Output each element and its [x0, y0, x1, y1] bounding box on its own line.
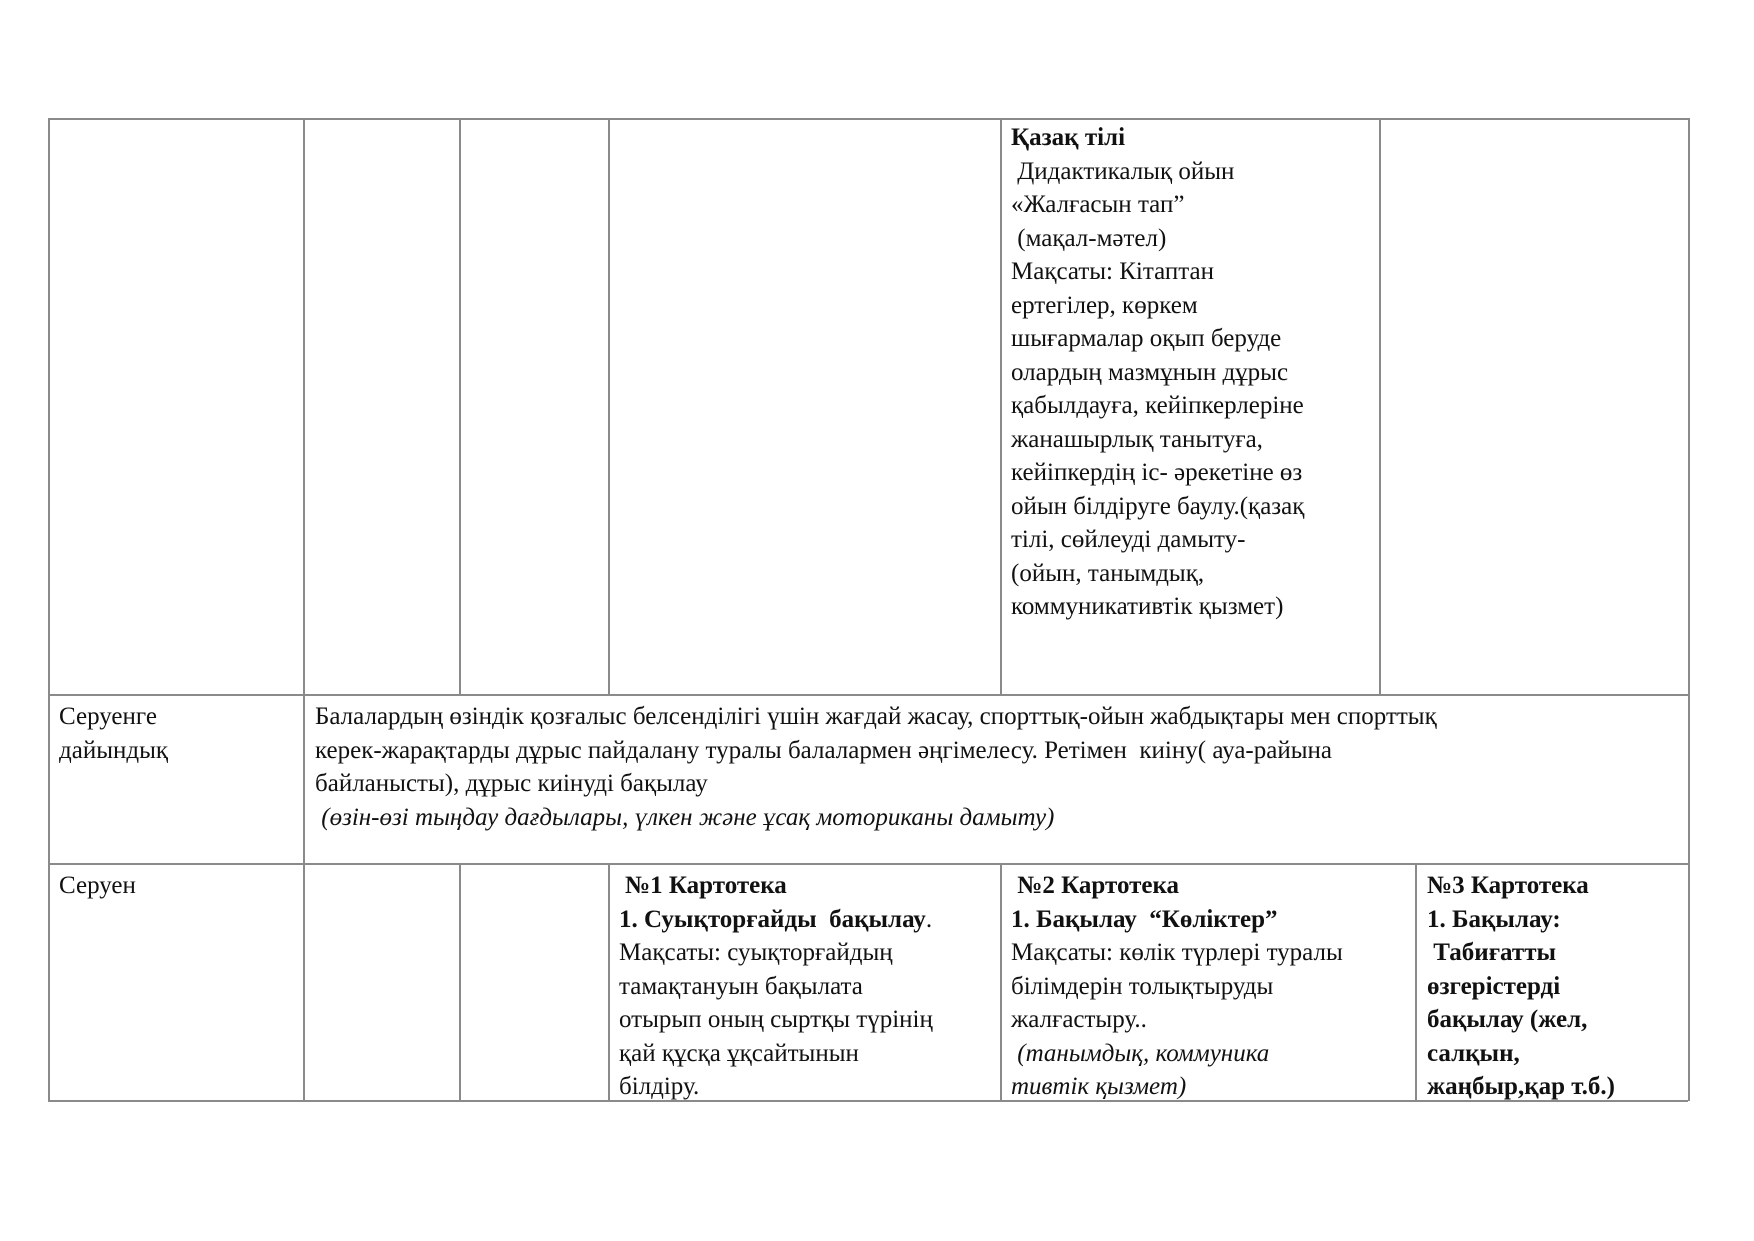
card-file-3-title: №3 Картотека — [1427, 872, 1589, 899]
card-file-3-line: өзгерістерді — [1427, 972, 1561, 1000]
walk-preparation-label-line: дайындық — [59, 736, 169, 764]
kazakh-language-line: ертегілер, көркем — [1011, 291, 1198, 319]
card-file-3-line: Табиғатты — [1427, 939, 1556, 966]
walk-preparation-skills-note: (өзін-өзі тыңдау дағдылары, үлкен және ұсақ моториканы дамыту) — [315, 803, 1055, 831]
walk-preparation-line: байланысты), дұрыс киінуді бақылау — [315, 770, 708, 797]
kazakh-language-line: олардың мазмұнын дұрыс — [1011, 358, 1289, 386]
card-file-2-subtitle: 1. Бақылау “Көліктер” — [1011, 905, 1278, 933]
kazakh-language-line: шығармалар оқып беруде — [1011, 325, 1282, 352]
kazakh-language-line: кейіпкердің іс- әрекетіне өз — [1011, 459, 1303, 486]
card-file-3-line: бақылау (жел, — [1427, 1006, 1588, 1033]
card-file-2-title: №2 Картотека — [1011, 872, 1180, 899]
card-file-1-subtitle-line — [619, 903, 990, 937]
kazakh-language-line: ойын білдіруге баулу.(қазақ — [1011, 492, 1305, 520]
table-row-divider-1 — [48, 694, 1688, 696]
kazakh-language-line: (мақал-мәтел) — [1011, 224, 1167, 252]
walk-preparation-line: керек-жарақтарды дұрыс пайдалану туралы балалармен әңгімелесу. Ретімен киіну( ауа-райына — [315, 736, 1332, 764]
card-file-1-subtitle-tail: . — [925, 905, 933, 933]
kazakh-language-line: Мақсаты: Кітаптан — [1011, 258, 1214, 285]
card-file-2 — [1001, 869, 1415, 1104]
card-file-2-line: Мақсаты: көлік түрлері туралы — [1011, 939, 1343, 966]
column-divider-2 — [459, 118, 461, 695]
walk-preparation-label-line: Серуенге — [59, 703, 157, 730]
card-file-1 — [609, 869, 1000, 1104]
card-file-1-title: №1 Картотека — [625, 872, 787, 899]
table-border-right — [1688, 118, 1690, 1101]
walk-preparation-content — [305, 700, 1688, 834]
walk-label-text: Серуен — [59, 872, 136, 899]
card-file-2-line: жалғастыру.. — [1011, 1006, 1147, 1033]
kazakh-language-line: (ойын, танымдық, — [1011, 559, 1205, 587]
table-border-left — [48, 118, 50, 1101]
card-file-1-line: білдіру. — [619, 1073, 700, 1100]
card-file-3-line: салқын, — [1427, 1039, 1520, 1067]
card-file-2-italic-line: (танымдық, коммуника — [1011, 1039, 1270, 1067]
kazakh-language-line: тілі, сөйлеуді дамыту- — [1011, 526, 1246, 553]
kazakh-language-cell — [1001, 121, 1379, 624]
walk-preparation-label — [49, 700, 303, 767]
card-file-1-line: тамақтануын бақылата — [619, 972, 863, 1000]
card-file-3-line: 1. Бақылау: — [1427, 905, 1561, 933]
card-file-2-line: білімдерін толықтыруды — [1011, 972, 1274, 1000]
card-file-1-line: Мақсаты: суықторғайдың — [619, 939, 893, 966]
card-file-1-line: отырып оның сыртқы түрінің — [619, 1006, 933, 1033]
card-file-1-line: қай құсқа ұқсайтынын — [619, 1039, 859, 1067]
column-divider-3 — [608, 118, 610, 695]
card-file-3 — [1417, 869, 1688, 1104]
card-file-2-italic-line: тивтік қызмет) — [1011, 1073, 1187, 1100]
kazakh-language-line: «Жалғасын тап” — [1011, 191, 1185, 218]
kazakh-language-line: Дидактикалық ойын — [1011, 157, 1235, 185]
column-divider-5 — [1379, 118, 1381, 695]
kazakh-language-title: Қазақ тілі — [1011, 124, 1126, 151]
column-divider-2 — [459, 863, 461, 1101]
walk-preparation-line: Балалардың өзіндік қозғалыс белсенділігі үшін жағдай жасау, спорттық-ойын жабдықтары мен спорттық — [315, 703, 1437, 730]
table-border-top — [48, 118, 1688, 120]
card-file-1-subtitle: 1. Суықторғайды бақылау — [619, 905, 926, 933]
table-row-divider-2 — [48, 863, 1688, 865]
kazakh-language-line: қабылдауға, кейіпкерлеріне — [1011, 392, 1304, 419]
kazakh-language-line: жанашырлық танытуға, — [1011, 425, 1263, 453]
column-divider-1 — [303, 118, 305, 1101]
card-file-3-line: жаңбыр,қар т.б.) — [1427, 1073, 1615, 1100]
kazakh-language-line: коммуникативтік қызмет) — [1011, 593, 1284, 620]
walk-label — [49, 869, 303, 903]
